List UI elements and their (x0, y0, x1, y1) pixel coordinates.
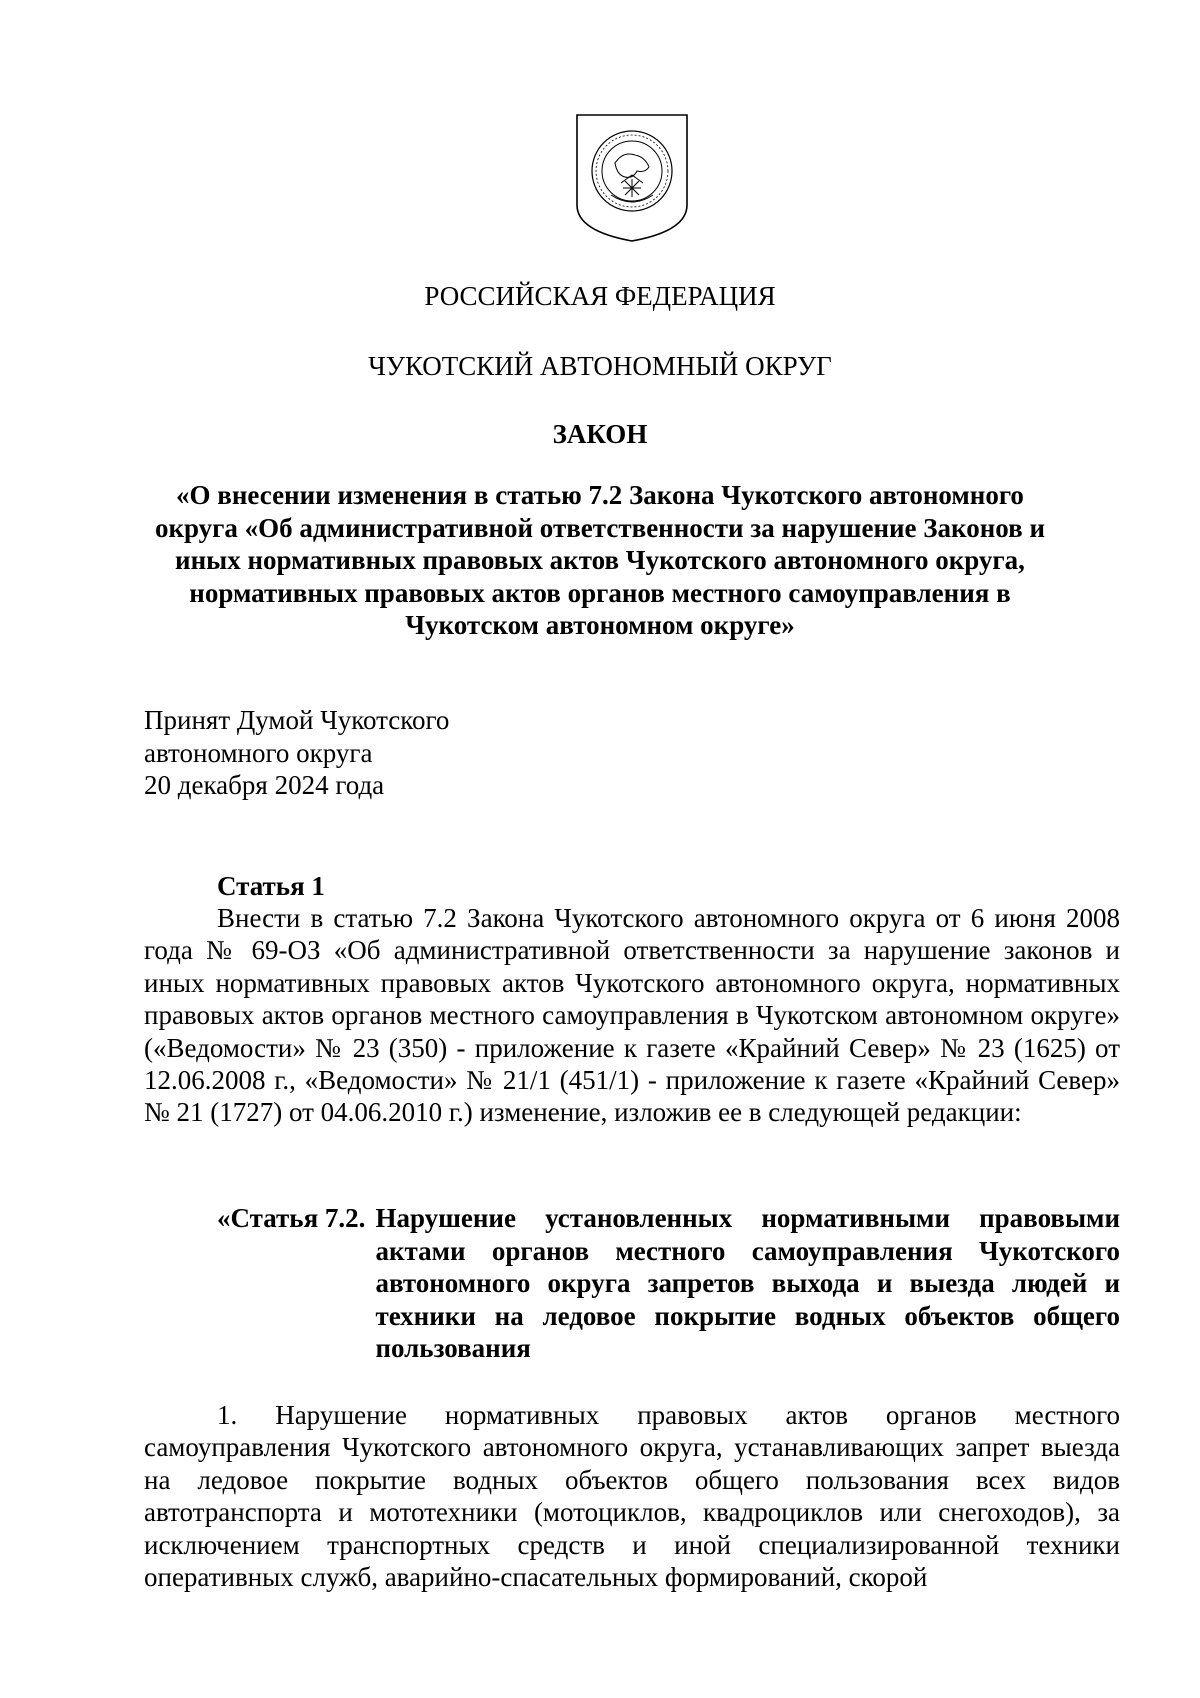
law-title: «О внесении изменения в статью 7.2 Закона Чукотского автономного округа «Об административной ответственности за нарушение Законов и иных нормативных правовых актов Чукотского автономного округа, нормативных правовых актов органов местного самоуправления в Чукотском автономном округе» (154, 480, 1046, 640)
article-7-2-title: Нарушение установленных нормативными правовыми актами органов местного самоуправления Чукотского автономного округа запретов выхода и выезда людей и техники на ледовое покрытие водных объектов общего пользования (375, 1203, 1120, 1363)
adoption-block (144, 704, 449, 802)
article-7-2-block (217, 1202, 1120, 1365)
region-name: ЧУКОТСКИЙ АВТОНОМНЫЙ ОКРУГ (368, 351, 832, 381)
document-type: ЗАКОН (552, 419, 648, 449)
adoption-line: автономного округа (144, 737, 373, 768)
coat-of-arms-emblem (575, 113, 689, 243)
article-7-2-label: «Статья 7.2. (217, 1203, 366, 1233)
article-1-heading: Статья 1 (217, 871, 325, 901)
country-name: РОССИЙСКАЯ ФЕДЕРАЦИЯ (424, 281, 776, 311)
article-1-text: Внести в статью 7.2 Закона Чукотского автономного округа от 6 июня 2008 года № 69-ОЗ «Об административной ответственности за нарушение законов и иных нормативных правовых актов Чукотского автономного округа, нормативных правовых актов органов местного самоуправления в Чукотском автономном округе» («Ведомости» № 23 (350) - приложение к газете «Крайний Север» № 23 (1625) от 12.06.2008 г., «Ведомости» № 21/1 (451/1) - приложение к газете «Крайний Север» № 21 (1727) от 04.06.2010 г.) изменение, изложив ее в следующей редакции: (144, 903, 1120, 1128)
adoption-date: 20 декабря 2024 года (144, 770, 385, 800)
point-1-text: 1. Нарушение нормативных правовых актов органов местного самоуправления Чукотского автономного округа, устанавливающих запрет выезда на ледовое покрытие водных объектов общего пользования всех видов автотранспорта и мототехники (мотоциклов, квадроциклов или снегоходов), за исключением транспортных средств и иной специализированной техники оперативных служб, аварийно-спасательных формирований, скорой (144, 1400, 1120, 1593)
adoption-line: Принят Думой Чукотского (144, 705, 450, 735)
